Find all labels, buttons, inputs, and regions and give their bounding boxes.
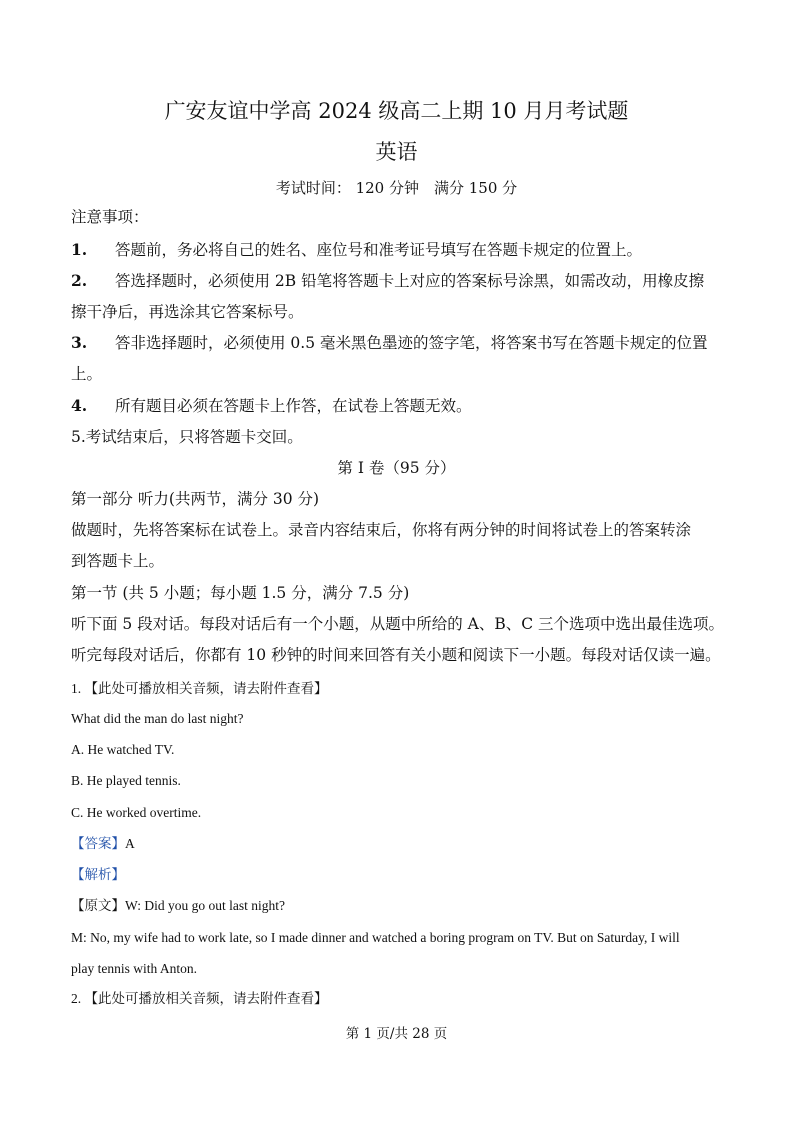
part1-instruction-line2: 到答题卡上。 (71, 552, 165, 570)
notice-item-3 (71, 333, 708, 353)
page-footer: 第 1 页/共 28 页 (345, 1026, 448, 1042)
question1-audio-tag: 1. 【此处可播放相关音频，请去附件查看】 (71, 681, 328, 696)
question1-original-m-line2: play tennis with Anton. (71, 961, 197, 976)
exam-title: 广安友谊中学高 2024 级高二上期 10 月月考试题 (164, 99, 629, 123)
notice-item-text: 答非选择题时，必须使用 0.5 毫米黑色墨迹的签字笔，将答案书写在答题卡规定的位置 (115, 334, 708, 352)
question1-option-b: B. He played tennis. (71, 773, 181, 788)
exam-time-info: 考试时间： 120 分钟 满分 150 分 (275, 179, 518, 197)
section1-instruction-line1: 听下面 5 段对话。每段对话后有一个小题，从题中所给的 A、B、C 三个选项中选出最佳选项。 (71, 615, 725, 633)
notice-item-number: 2. (71, 271, 88, 290)
original-label: 【原文】 (71, 898, 125, 913)
notice-item-number: 4. (71, 396, 88, 415)
part1-instruction-line1: 做题时，先将答案标在试卷上。录音内容结束后，你将有两分钟的时间将试卷上的答案转涂 (71, 521, 692, 539)
question1-analysis-label: 【解析】 (71, 867, 125, 882)
notice-item-2 (71, 271, 704, 291)
section1-instruction-line2: 听完每段对话后，你都有 10 秒钟的时间来回答有关小题和阅读下一小题。每段对话仅读一遍。 (71, 646, 721, 664)
answer-value: A (125, 836, 135, 851)
question1-option-a: A. He watched TV. (71, 742, 175, 757)
volume-heading: 第 I 卷（95 分） (337, 459, 456, 477)
subject-title: 英语 (375, 140, 418, 164)
notice-item-text: 答题前，务必将自己的姓名、座位号和准考证号填写在答题卡规定的位置上。 (115, 241, 643, 259)
original-w-line: W: Did you go out last night? (125, 898, 285, 913)
notice-heading: 注意事项： (71, 208, 149, 226)
section1-title: 第一节 (共 5 小题；每小题 1.5 分，满分 7.5 分) (71, 584, 410, 602)
question1-answer (71, 835, 135, 853)
notice-item-text: 所有题目必须在答题卡上作答，在试卷上答题无效。 (115, 397, 472, 415)
notice-item-4 (71, 396, 472, 416)
notice-item-2-cont: 擦干净后，再选涂其它答案标号。 (71, 303, 304, 321)
question1-original (71, 897, 285, 915)
answer-label: 【答案】 (71, 836, 125, 851)
notice-item-number: 3. (71, 333, 88, 352)
notice-item-1 (71, 240, 642, 260)
question2-audio-tag: 2. 【此处可播放相关音频，请去附件查看】 (71, 991, 328, 1006)
notice-item-5: 5.考试结束后，只将答题卡交回。 (71, 428, 303, 446)
notice-item-text: 答选择题时，必须使用 2B 铅笔将答题卡上对应的答案标号涂黑，如需改动，用橡皮擦 (115, 272, 705, 290)
part1-title: 第一部分 听力(共两节，满分 30 分) (71, 490, 320, 508)
notice-item-3-cont: 上。 (71, 365, 103, 383)
question1-option-c: C. He worked overtime. (71, 805, 202, 820)
question1-stem: What did the man do last night? (71, 711, 244, 726)
notice-item-number: 1. (71, 240, 88, 259)
question1-original-m-line1: M: No, my wife had to work late, so I made dinner and watched a boring program on TV. But on Saturday, I will (71, 930, 680, 945)
